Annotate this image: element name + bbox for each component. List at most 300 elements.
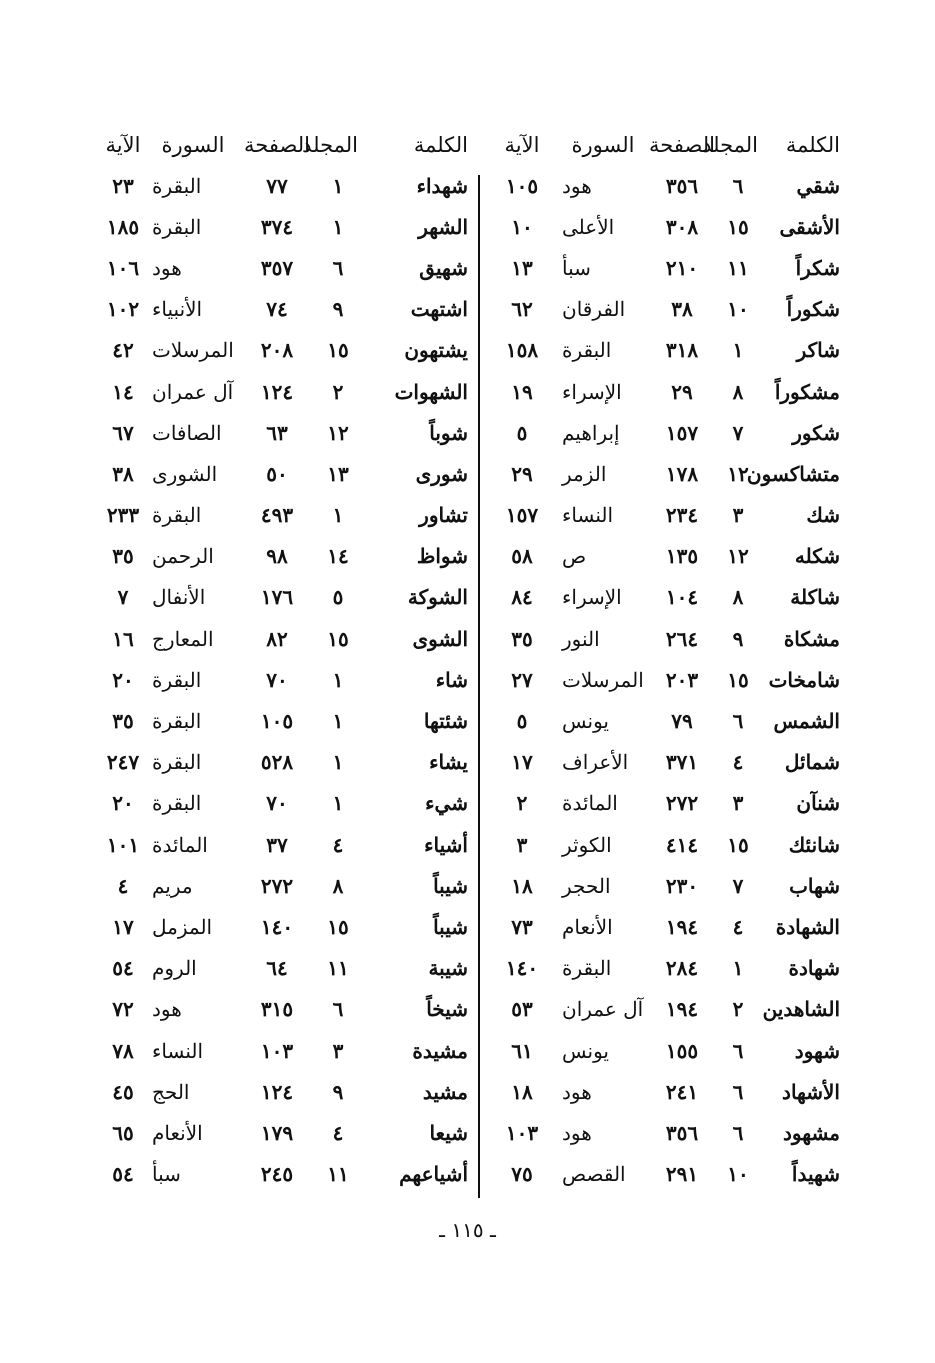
entry-word: أشياء [424,832,468,857]
entry-volume: ١ [332,503,344,528]
table-row [96,453,472,494]
table-row [484,165,844,206]
entry-volume: ٤ [332,1120,344,1145]
entry-volume: ١٥ [327,914,349,939]
entry-page: ٩٨ [266,544,288,569]
entry-ayah: ٥٤ [112,1162,134,1187]
entry-ayah: ٥٨ [511,544,533,569]
entry-volume: ٨ [732,379,744,404]
entry-page: ٤٩٣ [260,503,294,528]
entry-word: الشمس [773,709,840,734]
entry-sura: الأنفال [152,585,206,610]
entry-word: متشاكسون [746,461,840,486]
entry-page: ٣٠٨ [665,214,699,239]
table-row [96,1112,472,1153]
entry-page: ١٣٥ [665,544,699,569]
entry-sura: الإسراء [562,585,622,610]
entry-ayah: ٢ [516,791,528,816]
entry-ayah: ٦٢ [511,297,533,322]
entry-ayah: ١٠ [511,214,533,239]
entry-volume: ٦ [732,1120,744,1145]
entry-page: ٧٧ [266,173,288,198]
entry-volume: ٧ [732,420,744,445]
entry-sura: البقرة [152,214,202,239]
entry-volume: ١٥ [727,667,749,692]
entry-word: الشوى [412,626,468,651]
entry-volume: ٧ [732,873,744,898]
header-sura: السورة [571,133,635,157]
entry-word: شهود [794,1038,840,1063]
entry-page: ٣٨ [671,297,693,322]
entry-sura: هود [562,1079,592,1104]
entry-page: ٢٩ [671,379,693,404]
entry-page: ٣٧ [266,832,288,857]
entry-page: ٢١٠ [665,255,699,280]
table-row [484,1154,844,1195]
table-row [96,989,472,1030]
entry-ayah: ٢٠ [112,667,134,692]
entry-volume: ٦ [732,173,744,198]
entry-sura: هود [562,173,592,198]
entry-sura: يونس [562,1038,609,1063]
entry-volume: ٨ [332,873,344,898]
entry-ayah: ١٠١ [106,832,140,857]
entry-volume: ٤ [732,750,744,775]
header-page: الصفحة [244,133,310,157]
entry-ayah: ٢٧ [511,667,533,692]
entry-volume: ٥ [332,585,344,610]
entry-page: ١٩٤ [665,914,699,939]
entry-sura: الأنعام [152,1120,203,1145]
entry-volume: ٩ [732,626,744,651]
entry-sura: المزمل [152,914,213,939]
entry-sura: البقرة [152,709,202,734]
entry-volume: ١٥ [327,626,349,651]
entry-page: ٣٧٤ [260,214,294,239]
entry-sura: الأعلى [562,214,615,239]
entry-ayah: ١٨٥ [106,214,140,239]
entry-ayah: ٧٥ [511,1162,533,1187]
entry-page: ١٧٩ [260,1120,294,1145]
entry-page: ٢٤١ [665,1079,699,1104]
entry-volume: ١ [332,173,344,198]
entry-sura: النور [562,626,600,651]
entry-volume: ١٠ [727,297,749,322]
entry-sura: إبراهيم [562,420,620,445]
entry-page: ٥٢٨ [260,750,294,775]
entry-volume: ١٢ [727,461,749,486]
table-row [96,412,472,453]
entry-volume: ١ [732,956,744,981]
entry-page: ١٤٠ [260,914,294,939]
entry-word: شيباً [433,873,468,898]
header-sura: السورة [161,133,225,157]
table-row [96,783,472,824]
entry-sura: المرسلات [562,667,644,692]
entry-sura: المائدة [152,832,208,857]
table-row [484,742,844,783]
entry-volume: ٦ [332,255,344,280]
entry-page: ١٥٥ [665,1038,699,1063]
table-row [484,412,844,453]
entry-sura: سبأ [562,255,591,280]
entry-sura: الروم [152,956,197,981]
entry-volume: ١١ [327,956,349,981]
entry-word: شقي [796,173,840,198]
entry-ayah: ٣٨ [112,461,134,486]
left-table-body [96,165,472,1195]
entry-volume: ٦ [732,709,744,734]
header-volume: المجلد [302,133,358,157]
entry-word: شهيداً [791,1162,840,1187]
entry-word: شاكر [796,338,840,363]
header-word: الكلمة [785,133,840,157]
entry-ayah: ١٠٣ [505,1120,539,1145]
entry-sura: الزمر [562,461,607,486]
entry-ayah: ٣٥ [112,544,134,569]
entry-word: شوباً [429,420,468,445]
entry-sura: الإسراء [562,379,622,404]
table-row [484,1071,844,1112]
entry-word: شمائل [784,750,840,775]
table-row [484,1112,844,1153]
entry-sura: مريم [152,873,193,898]
entry-volume: ٦ [732,1079,744,1104]
entry-ayah: ٧ [117,585,129,610]
entry-word: يشاء [429,750,468,775]
entry-word: الشهوات [394,379,468,404]
entry-sura: الفرقان [562,297,626,322]
entry-volume: ١ [332,709,344,734]
entry-page: ٦٤ [266,956,288,981]
table-row [96,330,472,371]
entry-ayah: ٣ [516,832,528,857]
entry-word: شك [806,503,840,528]
entry-ayah: ١٤٠ [505,956,539,981]
entry-volume: ١ [732,338,744,363]
entry-word: شهيق [419,255,468,280]
entry-sura: الأنعام [562,914,613,939]
entry-ayah: ١٨ [511,873,533,898]
entry-page: ٤١٤ [665,832,699,857]
entry-word: يشتهون [404,338,468,363]
entry-word: شانئك [788,832,840,857]
entry-volume: ١٢ [327,420,349,445]
entry-sura: البقرة [152,667,202,692]
entry-page: ٧٠ [266,791,288,816]
entry-sura: الحجر [562,873,611,898]
entry-ayah: ١٠٦ [106,255,140,280]
entry-volume: ١٥ [727,214,749,239]
entry-sura: البقرة [562,338,612,363]
entry-ayah: ٣٥ [511,626,533,651]
entry-ayah: ٢٤٧ [106,750,140,775]
entry-page: ٣٥٦ [665,1120,699,1145]
entry-page: ١٠٤ [665,585,699,610]
entry-ayah: ٣٥ [112,709,134,734]
entry-volume: ١ [332,214,344,239]
table-row [484,906,844,947]
table-row [484,865,844,906]
table-row [484,289,844,330]
entry-sura: النساء [562,503,614,528]
entry-word: شورى [415,461,468,486]
entry-ayah: ٢٣ [112,173,134,198]
entry-ayah: ٢٣٣ [106,503,140,528]
table-row [484,824,844,865]
table-row [484,700,844,741]
right-index-table [484,125,844,1195]
entry-ayah: ٥ [516,420,528,445]
entry-word: شئتها [423,709,468,734]
table-row [484,206,844,247]
entry-volume: ٤ [332,832,344,857]
entry-word: الشوكة [407,585,468,610]
entry-volume: ٢ [332,379,344,404]
entry-ayah: ١٥٨ [505,338,539,363]
entry-volume: ٦ [332,997,344,1022]
entry-page: ١٢٤ [260,1079,294,1104]
column-divider [478,175,480,1198]
entry-word: شكله [794,544,840,569]
entry-page: ١٢٤ [260,379,294,404]
entry-sura: المعارج [152,626,214,651]
entry-ayah: ٦٧ [112,420,134,445]
entry-sura: القصص [562,1162,626,1187]
entry-ayah: ٧٣ [511,914,533,939]
table-row [96,742,472,783]
entry-page: ١٧٨ [665,461,699,486]
entry-page: ٣١٨ [665,338,699,363]
entry-word: شيبة [428,956,468,981]
entry-sura: البقرة [152,173,202,198]
entry-ayah: ١٤ [112,379,134,404]
entry-sura: الشورى [152,461,218,486]
entry-sura: الصافات [152,420,222,445]
table-row [96,206,472,247]
table-row [96,1030,472,1071]
table-row [484,371,844,412]
entry-ayah: ١٨ [511,1079,533,1104]
header-ayah: الآية [504,133,540,157]
table-row [96,536,472,577]
entry-ayah: ٦٥ [112,1120,134,1145]
entry-volume: ١١ [327,1162,349,1187]
entry-page: ٢٠٨ [260,338,294,363]
entry-volume: ١ [332,791,344,816]
entry-ayah: ٢٩ [511,461,533,486]
entry-sura: هود [562,1120,592,1145]
entry-page: ٣٥٦ [665,173,699,198]
entry-page: ٣٥٧ [260,255,294,280]
entry-word: شهادة [788,956,840,981]
entry-page: ٢٩١ [665,1162,699,1187]
table-row [484,247,844,288]
table-row [484,330,844,371]
entry-volume: ٩ [332,297,344,322]
table-row [96,618,472,659]
entry-ayah: ٦١ [511,1038,533,1063]
entry-volume: ٣ [732,503,744,528]
entry-word: شهداء [416,173,468,198]
entry-page: ٢٧٢ [260,873,294,898]
entry-word: شكوراً [786,297,840,322]
entry-sura: البقرة [152,503,202,528]
entry-page: ٢٦٤ [665,626,699,651]
table-row [96,1071,472,1112]
table-row [484,453,844,494]
table-row [96,906,472,947]
entry-ayah: ١٧ [112,914,134,939]
entry-word: شهاب [789,873,840,898]
entry-page: ١٠٥ [260,709,294,734]
entry-volume: ١٤ [327,544,349,569]
entry-volume: ٩ [332,1079,344,1104]
table-header-row [96,125,472,165]
entry-ayah: ١٧ [511,750,533,775]
entry-ayah: ١٥٧ [505,503,539,528]
entry-page: ٨٢ [266,626,288,651]
entry-word: شكور [792,420,840,445]
left-index-table [96,125,472,1195]
table-row [96,824,472,865]
entry-sura: هود [152,255,182,280]
table-row [96,577,472,618]
entry-volume: ١٥ [327,338,349,363]
entry-page: ١٠٣ [260,1038,294,1063]
entry-volume: ١١ [727,255,749,280]
entry-sura: البقرة [562,956,612,981]
entry-ayah: ١٩ [511,379,533,404]
entry-ayah: ١٠٥ [505,173,539,198]
entry-sura: آل عمران [152,379,234,404]
entry-ayah: ٤٥ [112,1079,134,1104]
entry-sura: الحج [152,1079,190,1104]
table-row [484,1030,844,1071]
entry-word: الأشهاد [782,1079,840,1104]
entry-ayah: ٧٨ [112,1038,134,1063]
entry-word: مشيد [422,1079,468,1104]
entry-sura: البقرة [152,750,202,775]
header-page: الصفحة [649,133,715,157]
table-row [96,165,472,206]
entry-ayah: ٢٠ [112,791,134,816]
entry-ayah: ٤٢ [112,338,134,363]
entry-volume: ٢ [732,997,744,1022]
entry-volume: ١٣ [327,461,349,486]
entry-sura: ص [562,544,587,569]
entry-volume: ١ [332,750,344,775]
table-row [96,1154,472,1195]
table-row [96,865,472,906]
entry-page: ٧٠ [266,667,288,692]
entry-volume: ٤ [732,914,744,939]
entry-ayah: ٧٢ [112,997,134,1022]
entry-sura: الكوثر [562,832,612,857]
header-volume: المجلد [702,133,758,157]
entry-word: الشهادة [775,914,840,939]
entry-word: شكراً [795,255,840,280]
table-header-row [484,125,844,165]
entry-page: ١٧٦ [260,585,294,610]
entry-word: شيعا [429,1120,468,1145]
table-row [484,536,844,577]
entry-ayah: ٤ [117,873,129,898]
entry-word: مشكاة [783,626,840,651]
table-row [484,783,844,824]
entry-sura: سبأ [152,1162,181,1187]
entry-word: تشاور [419,503,468,528]
entry-volume: ١ [332,667,344,692]
table-row [484,618,844,659]
entry-word: مشهود [782,1120,840,1145]
entry-page: ٢٨٤ [665,956,699,981]
entry-page: ٦٣ [266,420,288,445]
entry-word: شيخاً [426,997,468,1022]
entry-word: الأشقى [779,214,840,239]
entry-word: شنآن [796,791,840,816]
entry-page: ٧٩ [671,709,693,734]
entry-word: اشتهت [410,297,468,322]
entry-ayah: ٥ [516,709,528,734]
entry-page: ٧٤ [266,297,288,322]
entry-page: ١٩٤ [665,997,699,1022]
entry-sura: آل عمران [562,997,644,1022]
entry-page: ٣٧١ [665,750,699,775]
table-row [484,989,844,1030]
entry-page: ٣١٥ [260,997,294,1022]
entry-page: ٢٣٠ [665,873,699,898]
entry-ayah: ١٦ [112,626,134,651]
entry-word: شامخات [768,667,840,692]
entry-word: مشكوراً [774,379,840,404]
entry-page: ٢٠٣ [665,667,699,692]
entry-word: شيء [425,791,468,816]
right-table-body [484,165,844,1195]
header-word: الكلمة [413,133,468,157]
table-row [96,495,472,536]
entry-sura: المائدة [562,791,618,816]
entry-page: ٥٠ [266,461,288,486]
entry-word: شيباً [433,914,468,939]
header-ayah: الآية [105,133,141,157]
entry-ayah: ١٣ [511,255,533,280]
entry-volume: ٣ [332,1038,344,1063]
table-row [96,289,472,330]
entry-volume: ٦ [732,1038,744,1063]
entry-page: ٢٧٢ [665,791,699,816]
entry-sura: الأنبياء [152,297,203,322]
entry-word: شواظ [416,544,468,569]
table-row [484,659,844,700]
table-row [96,659,472,700]
entry-volume: ٨ [732,585,744,610]
entry-ayah: ٥٤ [112,956,134,981]
entry-sura: البقرة [152,791,202,816]
entry-sura: المرسلات [152,338,234,363]
entry-sura: الرحمن [152,544,214,569]
entry-volume: ٣ [732,791,744,816]
entry-sura: الأعراف [562,750,629,775]
page-number: ـ ١١٥ ـ [439,1218,496,1242]
table-row [96,371,472,412]
table-row [96,700,472,741]
entry-ayah: ٨٤ [511,585,533,610]
entry-word: الشاهدين [762,997,840,1022]
entry-ayah: ٥٣ [511,997,533,1022]
entry-sura: هود [152,997,182,1022]
entry-sura: يونس [562,709,609,734]
